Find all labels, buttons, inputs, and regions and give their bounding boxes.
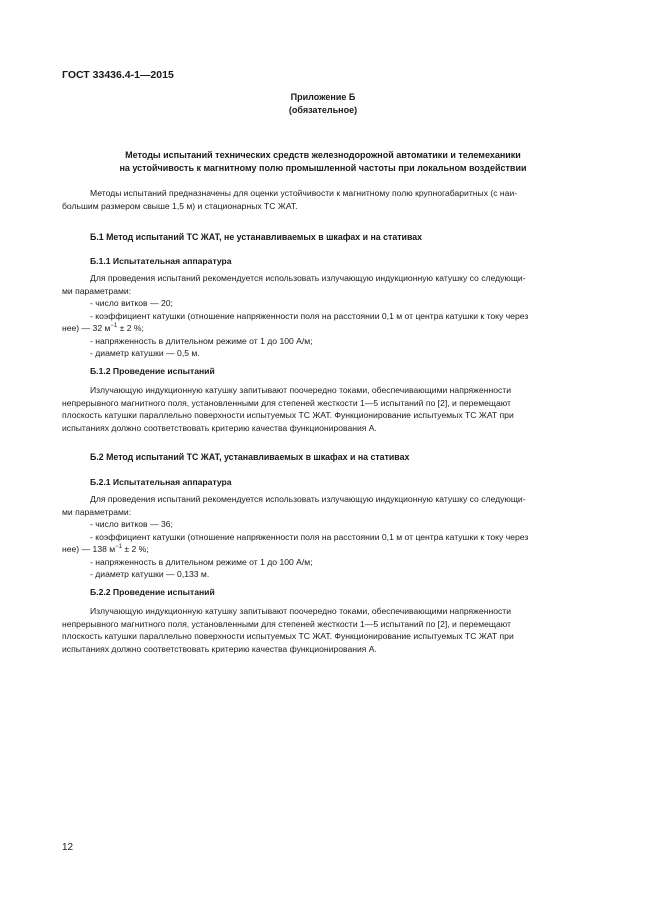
b11-item-strength: - напряженность в длительном режиме от 1 до 100 А/м; xyxy=(90,336,313,346)
b22-line3: плоскость катушки параллельно поверхности испытуемых ТС ЖАТ. Функционирование испытуемых ТС ЖАТ при xyxy=(62,631,514,641)
b22-line2: непрерывного магнитного поля, установленными для степеней жесткости 1—5 испытаний по [2], и перемещают xyxy=(62,618,511,629)
main-title-line1: Методы испытаний технических средств железнодорожной автоматики и телемеханики xyxy=(125,150,521,160)
b11-item-diameter: - диаметр катушки — 0,5 м. xyxy=(90,348,200,358)
b11-coef-tolerance: ± 2 %; xyxy=(117,323,144,333)
section-b2-heading: Б.2 Метод испытаний ТС ЖАТ, устанавливаемых в шкафах и на стативах xyxy=(90,452,410,462)
b21-para-line1: Для проведения испытаний рекомендуется использовать излучающую индукционную катушку со следующи- xyxy=(90,494,526,504)
b12-paragraph xyxy=(62,384,584,434)
b21-item-strength: - напряженность в длительном режиме от 1 до 100 А/м; xyxy=(90,557,313,567)
section-b1-heading: Б.1 Метод испытаний ТС ЖАТ, не устанавливаемых в шкафах и на стативах xyxy=(90,232,423,242)
main-title-line2: на устойчивость к магнитному полю промышленной частоты при локальном воздействии xyxy=(119,163,527,173)
b12-line1: Излучающую индукционную катушку запитывают поочередно токами, обеспечивающими напряженности xyxy=(90,385,512,395)
appendix-status: (обязательное) xyxy=(288,105,358,115)
b12-line2: непрерывного магнитного поля, установленными для степеней жесткости 1—5 испытаний по [2], и перемещают xyxy=(62,397,511,408)
b11-para-line2: ми параметрами: xyxy=(62,285,132,296)
b22-line1: Излучающую индукционную катушку запитывают поочередно токами, обеспечивающими напряженности xyxy=(90,606,512,616)
section-b12-heading: Б.1.2 Проведение испытаний xyxy=(90,366,215,376)
b21-paragraph xyxy=(62,493,584,518)
b11-item-coefficient-line2 xyxy=(62,322,144,335)
intro-line2: большим размером свыше 1,5 м) и стационарных ТС ЖАТ. xyxy=(62,200,298,211)
b21-item-coefficient-line2 xyxy=(62,543,149,556)
page-number: 12 xyxy=(62,842,74,853)
intro-line1: Методы испытаний предназначены для оценки устойчивости к магнитному полю крупногабаритных (с наи- xyxy=(90,188,518,198)
b11-coef-exponent: −1 xyxy=(110,323,118,330)
appendix-title: Приложение Б xyxy=(290,92,356,102)
b12-line4: испытаниях должно соответствовать критерию качества функционирования А. xyxy=(62,422,377,433)
b21-item-diameter: - диаметр катушки — 0,133 м. xyxy=(90,569,210,579)
b12-line3: плоскость катушки параллельно поверхности испытуемых ТС ЖАТ. Функционирование испытуемых ТС ЖАТ при xyxy=(62,410,514,420)
b21-item-coefficient-line1: - коэффициент катушки (отношение напряженности поля на расстоянии 0,1 м от центра катушки к току через xyxy=(90,532,529,542)
document-id: ГОСТ 33436.4-1—2015 xyxy=(62,69,174,81)
b11-paragraph xyxy=(62,272,584,297)
b11-coef-value: нее) — 32 м xyxy=(62,323,111,333)
section-b21-heading: Б.2.1 Испытательная аппаратура xyxy=(90,477,232,487)
b21-coef-exponent: −1 xyxy=(115,544,123,551)
section-b22-heading: Б.2.2 Проведение испытаний xyxy=(90,587,215,597)
b21-item-turns: - число витков — 36; xyxy=(90,519,173,529)
b11-item-coefficient-line1: - коэффициент катушки (отношение напряженности поля на расстоянии 0,1 м от центра катушки к току через xyxy=(90,311,529,321)
intro-paragraph xyxy=(62,187,584,212)
b22-paragraph xyxy=(62,605,584,655)
section-b11-heading: Б.1.1 Испытательная аппаратура xyxy=(90,256,232,266)
b11-para-line1: Для проведения испытаний рекомендуется использовать излучающую индукционную катушку со следующи- xyxy=(90,273,526,283)
b21-coef-value: нее) — 138 м xyxy=(62,544,116,554)
b22-line4: испытаниях должно соответствовать критерию качества функционирования А. xyxy=(62,643,377,654)
b21-para-line2: ми параметрами: xyxy=(62,506,132,517)
b21-coef-tolerance: ± 2 %; xyxy=(122,544,149,554)
b11-item-turns: - число витков — 20; xyxy=(90,298,173,308)
